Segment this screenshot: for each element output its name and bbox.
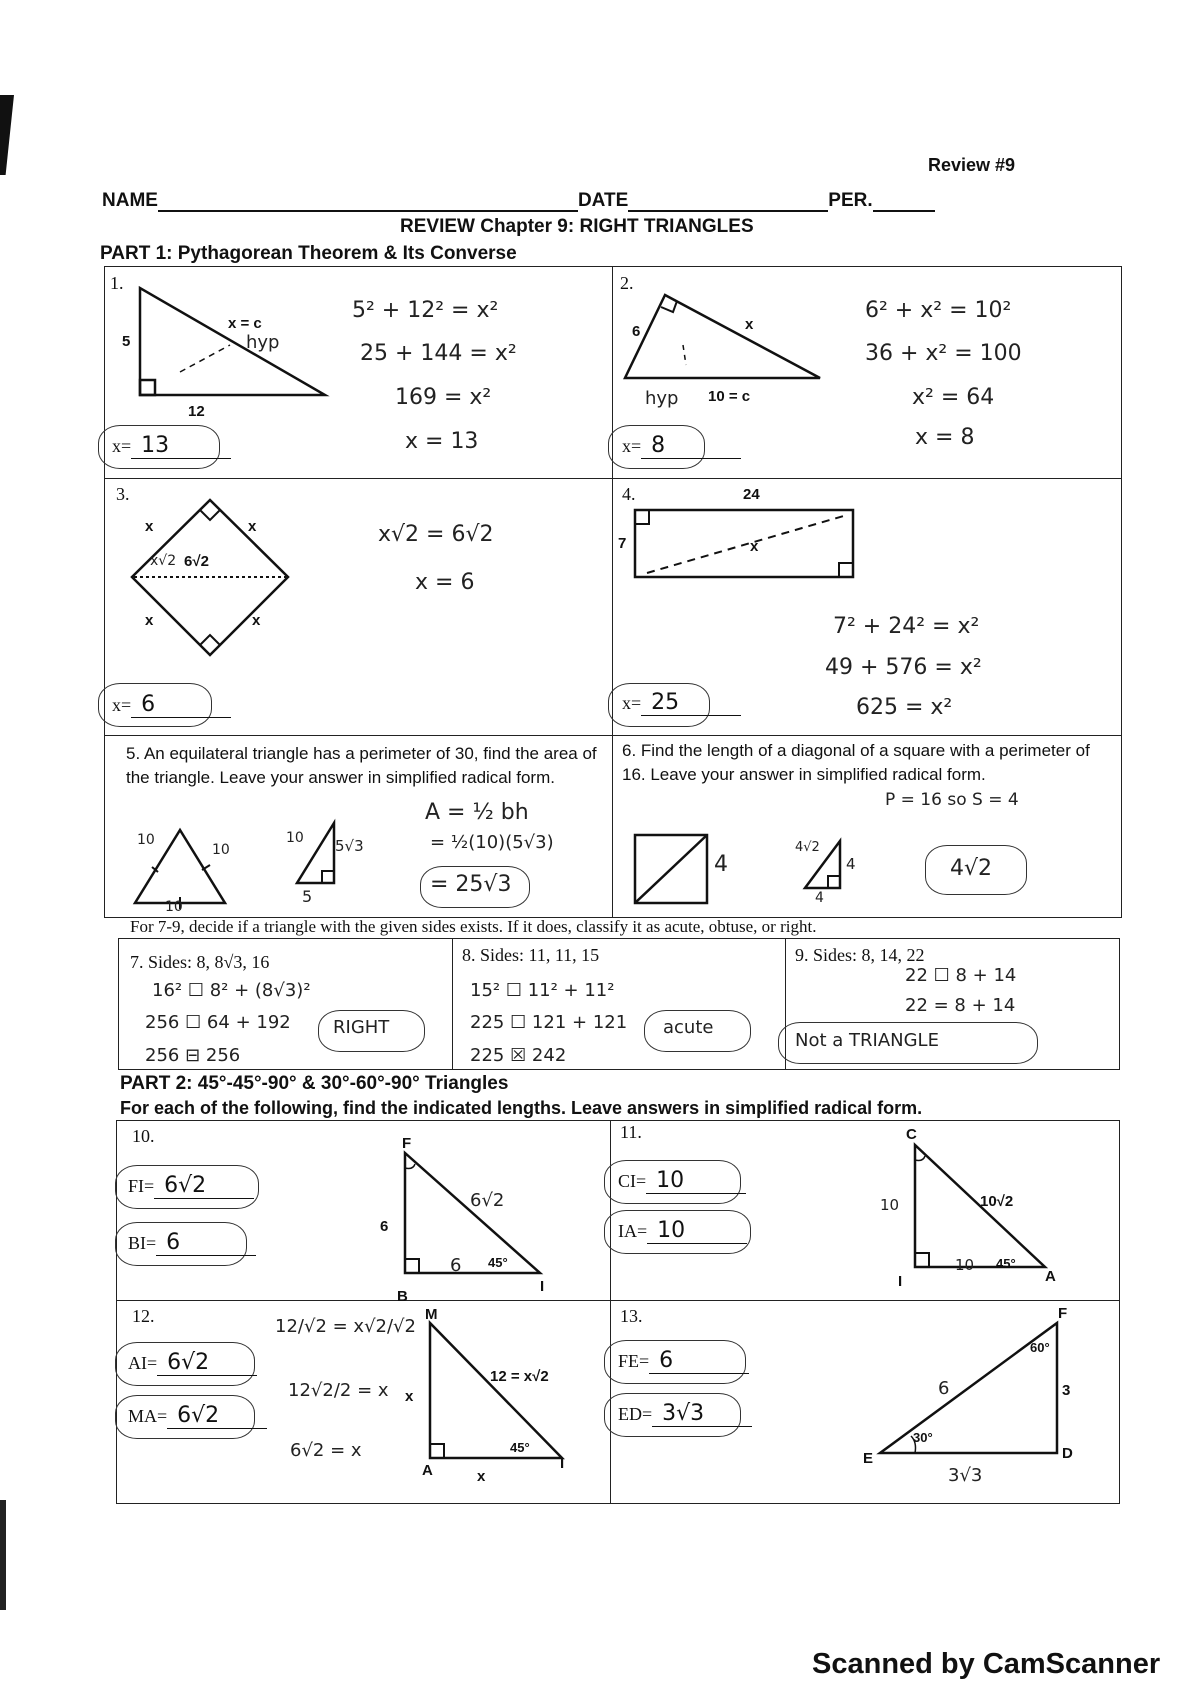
- vertex-label: E: [863, 1450, 874, 1467]
- handwritten-work: 225 ☐ 121 + 121: [470, 1012, 628, 1033]
- answer-value: 13: [131, 433, 231, 459]
- scan-edge-shadow: [0, 1500, 6, 1610]
- handwritten-note: 4: [815, 890, 824, 906]
- handwritten-work: x = 8: [915, 425, 975, 450]
- answer-field[interactable]: x= 25: [622, 690, 741, 716]
- side-label: x: [145, 518, 154, 535]
- answer-field[interactable]: FI= 6√2: [128, 1173, 254, 1199]
- handwritten-note: 4: [846, 855, 856, 873]
- review-number: Review #9: [928, 155, 1016, 175]
- triangle-diagram: [620, 290, 830, 390]
- answer-value: 6: [131, 692, 231, 718]
- vertex-label: C: [906, 1126, 917, 1143]
- answer-field[interactable]: MA= 6√2: [128, 1403, 267, 1429]
- vertex-label: D: [1062, 1445, 1073, 1462]
- scanner-watermark: Scanned by CamScanner: [812, 1648, 1161, 1680]
- angle-label: 45°: [996, 1256, 1016, 1271]
- side-label: x: [252, 612, 261, 629]
- grid-divider: [104, 735, 1122, 736]
- handwritten-note: 10: [165, 899, 183, 915]
- answer-field[interactable]: x= 8: [622, 433, 741, 459]
- handwritten-note: x√2: [150, 553, 177, 569]
- handwritten-note: 10: [212, 842, 230, 858]
- handwritten-note: hyp: [246, 332, 280, 353]
- handwritten-work: 22 ☐ 8 + 14: [905, 965, 1017, 986]
- vertex-label: F: [1058, 1305, 1068, 1322]
- per-label: PER.: [828, 190, 873, 211]
- part1-heading: PART 1: Pythagorean Theorem & Its Converse: [100, 243, 517, 264]
- part2-heading: PART 2: 45°-45°-90° & 30°-60°-90° Triangles: [120, 1073, 509, 1094]
- handwritten-work: 169 = x²: [395, 385, 492, 410]
- handwritten-note: hyp: [645, 388, 679, 409]
- page-title: REVIEW Chapter 9: RIGHT TRIANGLES: [400, 216, 754, 237]
- side-label: 6: [632, 323, 641, 340]
- student-info-line: [102, 190, 935, 212]
- side-label: 3: [1062, 1382, 1071, 1399]
- triangle-diagram: [120, 280, 340, 410]
- answer-value: 6√2: [167, 1403, 267, 1429]
- handwritten-work: x = 6: [415, 570, 475, 595]
- side-label: x = c: [228, 315, 262, 332]
- rectangle-diagram: [632, 505, 857, 585]
- problem-number: 11.: [620, 1122, 642, 1142]
- problem-text: 5. An equilateral triangle has a perimeter of 30, find the area of the triangle. Leave your answer in simplified radical form.: [126, 744, 597, 787]
- answer-field[interactable]: x= 13: [112, 433, 231, 459]
- handwritten-note: 6√2: [470, 1190, 505, 1211]
- answer-value: 6√2: [154, 1173, 254, 1199]
- angle-label: 60°: [1030, 1340, 1050, 1355]
- handwritten-work: 49 + 576 = x²: [825, 655, 982, 680]
- problem-sides: 7. Sides: 8, 8√3, 16: [130, 952, 270, 972]
- handwritten-work: 12/√2 = x√2/√2: [275, 1316, 416, 1337]
- period-field[interactable]: [873, 192, 935, 212]
- answer-field[interactable]: CI= 10: [618, 1168, 746, 1194]
- vertex-label: A: [422, 1462, 433, 1479]
- vertex-label: M: [425, 1306, 438, 1323]
- name-field[interactable]: [158, 192, 578, 212]
- answer-field[interactable]: x= 6: [112, 692, 231, 718]
- vertex-label: I: [898, 1273, 903, 1290]
- handwritten-work: 6√2 = x: [290, 1440, 362, 1461]
- handwritten-work: x = 13: [405, 429, 479, 454]
- side-label: 5: [122, 333, 131, 350]
- handwritten-work: 12√2/2 = x: [288, 1380, 389, 1401]
- handwritten-note: 4: [714, 852, 728, 877]
- handwritten-work: 625 = x²: [856, 695, 953, 720]
- answer-value: = 25√3: [430, 872, 512, 897]
- grid-divider: [104, 478, 1122, 479]
- handwritten-work: 256 ☐ 64 + 192: [145, 1012, 291, 1033]
- handwritten-note: 6: [938, 1378, 950, 1399]
- vertex-label: F: [402, 1135, 412, 1152]
- side-label: 6: [380, 1218, 389, 1235]
- problem-number: 13.: [620, 1306, 643, 1326]
- handwritten-work: 5² + 12² = x²: [352, 298, 499, 323]
- handwritten-note: 10: [955, 1256, 975, 1274]
- angle-label: 30°: [913, 1430, 933, 1445]
- part2-instructions: For each of the following, find the indicated lengths. Leave answers in simplified radical form.: [120, 1098, 923, 1118]
- side-label: 10√2: [980, 1193, 1014, 1210]
- handwritten-work: 6² + x² = 10²: [865, 298, 1012, 323]
- problem-sides: 8. Sides: 11, 11, 15: [462, 945, 600, 965]
- problem-number: 3.: [116, 484, 130, 504]
- angle-label: 45°: [488, 1255, 508, 1270]
- name-label: NAME: [102, 190, 158, 211]
- answer-value: 6: [649, 1348, 749, 1374]
- problem-number: 2.: [620, 273, 634, 293]
- vertex-label: B: [397, 1288, 408, 1305]
- side-label: 12: [188, 403, 205, 420]
- diagonal-label: 6√2: [184, 553, 209, 570]
- answer-value: 8: [641, 433, 741, 459]
- answer-field[interactable]: IA= 10: [618, 1218, 747, 1244]
- answer-value: 6√2: [157, 1350, 257, 1376]
- problem-number: 12.: [132, 1306, 155, 1326]
- handwritten-note: 10: [137, 832, 155, 848]
- problem-number: 4.: [622, 484, 636, 504]
- problem-number: 10.: [132, 1126, 155, 1146]
- handwritten-note: 5√3: [335, 837, 364, 855]
- grid-divider: [612, 266, 613, 918]
- answer-value: 4√2: [950, 856, 993, 881]
- side-label: x: [405, 1388, 414, 1405]
- handwritten-work: 16² ☐ 8² + (8√3)²: [152, 980, 311, 1001]
- handwritten-work: A = ½ bh: [425, 800, 529, 825]
- handwritten-work: 256 ⊟ 256: [145, 1045, 241, 1066]
- handwritten-note: 10: [880, 1196, 900, 1214]
- instructions-7-9: For 7-9, decide if a triangle with the given sides exists. If it does, classify it as acute, obtuse, or right.: [130, 917, 817, 936]
- vertex-label: A: [1045, 1268, 1056, 1285]
- handwritten-work: x√2 = 6√2: [378, 522, 494, 547]
- answer-value: 25: [641, 690, 741, 716]
- side-label: 10 = c: [708, 388, 751, 405]
- handwritten-work: x² = 64: [912, 385, 995, 410]
- problem-number: 1.: [110, 273, 124, 293]
- triangle-diagram: [395, 1148, 550, 1288]
- answer-field[interactable]: BI= 6: [128, 1230, 256, 1256]
- side-label: 12 = x√2: [490, 1368, 549, 1385]
- vertex-label: I: [560, 1455, 565, 1472]
- grid-divider: [116, 1300, 1120, 1301]
- grid-divider: [452, 938, 453, 1070]
- triangle-diagram: [422, 1318, 572, 1468]
- handwritten-note: P = 16 so S = 4: [885, 790, 1019, 810]
- handwritten-work: 7² + 24² = x²: [833, 614, 980, 639]
- side-label: 7: [618, 535, 627, 552]
- answer-value: 10: [646, 1168, 746, 1194]
- side-label: x: [248, 518, 257, 535]
- answer-field[interactable]: FE= 6: [618, 1348, 749, 1374]
- handwritten-work: 22 = 8 + 14: [905, 995, 1016, 1016]
- answer-value: 3√3: [652, 1401, 752, 1427]
- handwritten-work: 15² ☐ 11² + 11²: [470, 980, 615, 1001]
- handwritten-note: 6: [450, 1255, 462, 1276]
- problem-sides: 9. Sides: 8, 14, 22: [795, 945, 925, 965]
- side-label: x: [477, 1468, 486, 1485]
- date-label: DATE: [577, 190, 629, 211]
- answer-field[interactable]: AI= 6√2: [128, 1350, 257, 1376]
- handwritten-work: = ½(10)(5√3): [430, 832, 554, 853]
- answer-field[interactable]: ED= 3√3: [618, 1401, 752, 1427]
- angle-label: 45°: [510, 1440, 530, 1455]
- vertex-label: I: [540, 1278, 545, 1295]
- handwritten-work: 25 + 144 = x²: [360, 341, 517, 366]
- side-label: x: [750, 538, 759, 555]
- answer-value: 10: [647, 1218, 747, 1244]
- side-label: 24: [743, 486, 760, 503]
- side-label: x: [145, 612, 154, 629]
- problem-text: 6. Find the length of a diagonal of a square with a perimeter of 16. Leave your answer in simplified radical form.: [622, 741, 1090, 784]
- scan-edge-shadow: [0, 95, 14, 175]
- handwritten-work: 225 ☒ 242: [470, 1045, 567, 1066]
- side-label: x: [745, 316, 754, 333]
- answer-value: acute: [663, 1017, 714, 1038]
- date-field[interactable]: [628, 192, 828, 212]
- handwritten-note: 10: [286, 830, 304, 846]
- handwritten-note: 4√2: [795, 840, 820, 855]
- square-diagram: [632, 832, 712, 907]
- handwritten-work: 36 + x² = 100: [865, 341, 1022, 366]
- answer-value: 6: [156, 1230, 256, 1256]
- answer-value: Not a TRIANGLE: [795, 1030, 939, 1051]
- handwritten-note: 5: [302, 887, 313, 906]
- handwritten-note: 3√3: [948, 1465, 983, 1486]
- answer-value: RIGHT: [333, 1017, 390, 1038]
